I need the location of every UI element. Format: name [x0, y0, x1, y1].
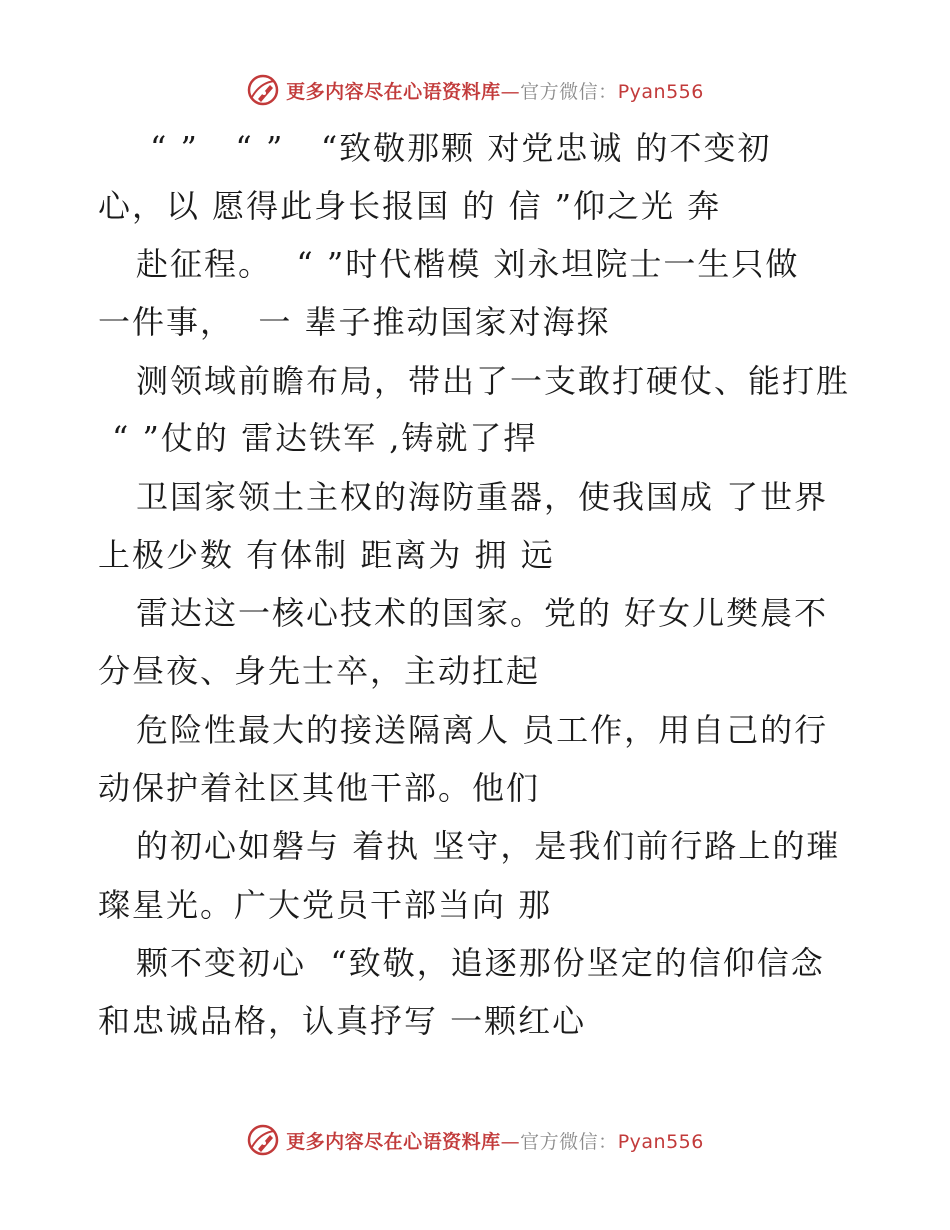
- text-line: 和忠诚品格，认真抒写 一颗红心: [98, 1002, 587, 1040]
- text-line: 一件事， 一 辈子推动国家对海探: [98, 303, 611, 341]
- pen-logo-icon: [246, 1123, 280, 1157]
- text-line: 颗不变初心 “致敬，追逐那份坚定的信仰信念: [136, 944, 825, 982]
- text-line: “ ”仗的 雷达铁军 ,铸就了捍: [112, 419, 538, 457]
- banner-dash: —: [500, 80, 521, 103]
- text-line: 动保护着社区其他干部。他们: [98, 769, 541, 807]
- header-banner: [0, 70, 950, 110]
- text-line: 璨星光。广大党员干部当向 那: [98, 886, 553, 924]
- pen-logo-icon: [246, 73, 280, 107]
- banner-wechat-id: Pyan556: [617, 80, 704, 103]
- text-line: 危险性最大的接送隔离人 员工作，用自己的行: [136, 711, 829, 749]
- banner-text: [286, 1127, 704, 1154]
- banner-wechat-id: Pyan556: [617, 1130, 704, 1153]
- text-line: 上极少数 有体制 距离为 拥 远: [98, 536, 555, 574]
- banner-text: [286, 77, 704, 104]
- text-line: 分昼夜、身先士卒，主动扛起: [98, 652, 541, 690]
- banner-official-label: 官方微信：: [520, 1130, 618, 1153]
- text-line: 赴征程。 “ ”时代楷模 刘永坦院士一生只做: [136, 245, 800, 283]
- banner-brand: 更多内容尽在心语资料库: [286, 80, 501, 103]
- banner-brand: 更多内容尽在心语资料库: [286, 1130, 501, 1153]
- banner-official-label: 官方微信：: [520, 80, 618, 103]
- text-line: 测领域前瞻布局，带出了一支敢打硬仗、能打胜: [136, 362, 851, 400]
- text-line: 雷达这一核心技术的国家。党的 好女儿樊晨不: [136, 594, 829, 632]
- text-line: “ ” “ ” “致敬那颗 对党忠诚 的不变初: [150, 129, 772, 167]
- footer-banner: [0, 1120, 950, 1160]
- text-line: 卫国家领土主权的海防重器，使我国成 了世界: [136, 478, 829, 516]
- banner-dash: —: [500, 1130, 521, 1153]
- text-line: 的初心如磐与 着执 坚守，是我们前行路上的璀: [136, 827, 841, 865]
- text-line: 心，以 愿得此身长报国 的 信 ”仰之光 奔: [98, 187, 722, 225]
